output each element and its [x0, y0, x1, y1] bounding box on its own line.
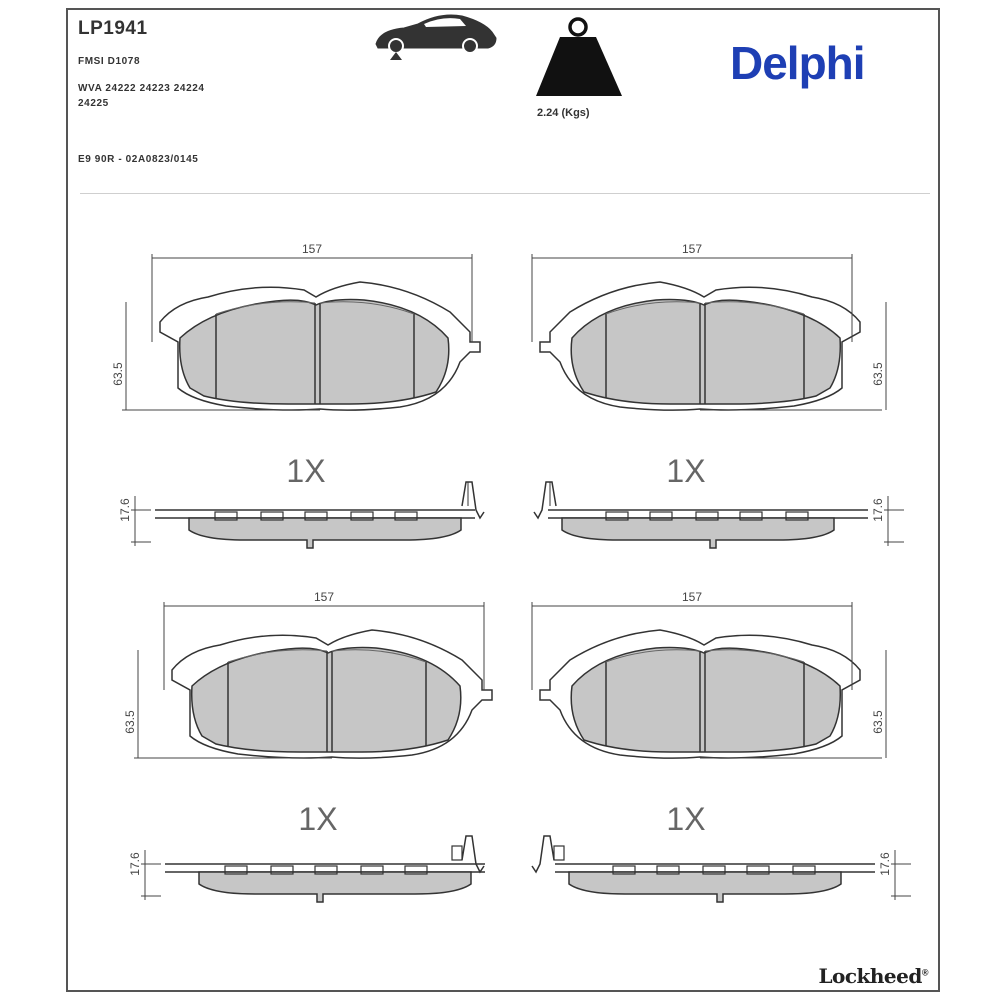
wear-clip [534, 482, 556, 518]
pad-view-2 [532, 242, 904, 548]
pad-view-1 [111, 242, 484, 548]
quantity-label: 1X [666, 453, 706, 489]
height-dimension: 63.5 [111, 362, 125, 386]
quantity-label: 1X [298, 801, 338, 837]
pad-top-view [172, 630, 492, 758]
pad-side-view [548, 510, 868, 548]
wear-clip [532, 836, 564, 872]
width-dimension: 157 [313, 590, 335, 604]
quantity-label: 1X [286, 453, 326, 489]
pad-top-view [160, 282, 480, 410]
registered-mark: ® [921, 967, 928, 978]
car-front-axle-icon [376, 15, 496, 60]
pad-side-view [165, 864, 485, 902]
width-dimension: 157 [681, 242, 703, 256]
pad-side-view [555, 864, 875, 902]
width-dimension: 157 [301, 242, 323, 256]
part-number: LP1941 [78, 18, 148, 39]
thickness-dimension: 17.6 [871, 498, 885, 522]
weight-value: 2.24 (Kgs) [537, 107, 590, 119]
thickness-dimension: 17.6 [128, 852, 142, 876]
pad-view-4 [532, 590, 911, 902]
height-dimension: 63.5 [123, 710, 137, 734]
wva-codes-line1: WVA 24222 24223 24224 [78, 83, 205, 94]
approval-number: E9 90R - 02A0823/0145 [78, 154, 199, 165]
pad-top-view [540, 282, 860, 410]
thickness-dimension: 17.6 [878, 852, 892, 876]
width-dimension: 157 [681, 590, 703, 604]
pad-side-view [155, 510, 475, 548]
pad-top-view [540, 630, 860, 758]
height-dimension: 63.5 [871, 710, 885, 734]
thickness-dimension: 17.6 [118, 498, 132, 522]
wear-clip [452, 836, 484, 872]
height-dimension: 63.5 [871, 362, 885, 386]
lockheed-name: Lockheed [818, 964, 922, 988]
weight-icon [536, 19, 622, 96]
delphi-logo: Delphi [730, 37, 865, 89]
quantity-label: 1X [666, 801, 706, 837]
wear-clip [462, 482, 484, 518]
pad-view-3 [123, 590, 492, 902]
wva-codes-line2: 24225 [78, 98, 109, 109]
fmsi-code: FMSI D1078 [78, 56, 141, 67]
